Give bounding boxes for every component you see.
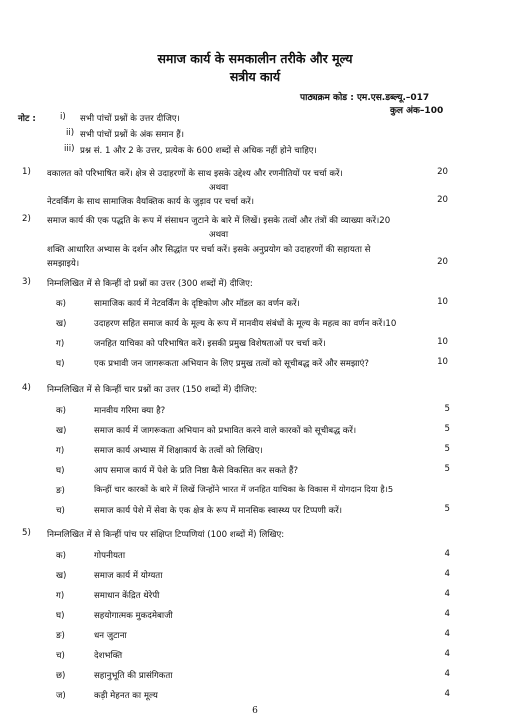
page-subtitle: सत्रीय कार्य: [229, 69, 281, 84]
question-marks: 20: [437, 167, 448, 177]
page-title: समाज कार्य के समकालीन तरीके और मूल्य: [157, 51, 353, 66]
sub-question-marks: 4: [444, 569, 450, 579]
question-intro: निम्नलिखित में से किन्हीं दो प्रश्नों का उत्तर (300 शब्दों में) दीजिए:: [47, 279, 253, 289]
question-number: 2): [22, 214, 31, 224]
note-item-text: सभी पांचों प्रश्नों के उत्तर दीजिए।: [80, 114, 180, 124]
sub-question-marks: 5: [444, 464, 450, 474]
question-text: शक्ति आधारित अभ्यास के दर्शन और सिद्धांत पर चर्चा करें। इसके अनुप्रयोग को उदाहरणों की सहायता से: [47, 245, 371, 255]
sub-question-text: समाज कार्य में जागरूकता अभियान को प्रभावित करने वाले कारकों को सूचीबद्ध करें।: [94, 426, 357, 436]
sub-question-text: एक प्रभावी जन जागरूकता अभियान के लिए प्रमुख तत्वों को सूचीबद्ध करें और समझाएं?: [94, 359, 369, 369]
sub-question-text: सहानुभूति की प्रासंगिकता: [94, 671, 173, 681]
sub-question-number: ग): [56, 339, 65, 349]
sub-question-number: क): [56, 551, 66, 561]
sub-question-marks: 5: [444, 504, 450, 514]
sub-question-text: गोपनीयता: [94, 551, 126, 561]
course-code: पाठ्यक्रम कोड : एम.एस.डब्ल्यू.–017: [300, 93, 430, 103]
sub-question-number: घ): [56, 611, 65, 621]
page-number: 6: [252, 706, 258, 716]
sub-question-number: क): [56, 299, 66, 309]
sub-question-number: ज): [56, 691, 66, 701]
sub-question-number: ङ): [56, 631, 65, 641]
sub-question-marks: 10: [437, 337, 448, 347]
question-number: 1): [22, 167, 31, 177]
sub-question-marks: 4: [444, 609, 450, 619]
sub-question-number: ख): [56, 319, 67, 329]
sub-question-marks: 5: [444, 404, 450, 414]
sub-question-number: ग): [56, 446, 65, 456]
question-text: समझाइये।: [47, 259, 80, 269]
sub-question-marks: 4: [444, 669, 450, 679]
sub-question-text: धन जुटाना: [94, 631, 127, 641]
question-text: वकालत को परिभाषित करें। क्षेत्र से उदाहरणों के साथ इसके उद्देश्य और रणनीतियों पर चर्चा करें।: [47, 169, 343, 179]
sub-question-marks: 4: [444, 689, 450, 699]
sub-question-text: देशभक्ति: [94, 651, 123, 661]
question-text: नेटवर्किंग के साथ सामाजिक वैयक्तिक कार्य के जुड़ाव पर चर्चा करें।: [47, 197, 254, 207]
sub-question-text: सहयोगात्मक मुकदमेबाजी: [94, 611, 173, 621]
note-item-num: i): [60, 112, 66, 122]
sub-question-number: घ): [56, 359, 65, 369]
sub-question-marks: 10: [437, 297, 448, 307]
sub-question-number: ख): [56, 426, 67, 436]
sub-question-text: समाज कार्य पेशे में सेवा के एक क्षेत्र के रूप में मानसिक स्वास्थ्य पर टिप्पणी करें।: [94, 506, 343, 516]
question-number: 5): [22, 528, 31, 538]
sub-question-text: समाज कार्य अभ्यास में शिक्षाकार्य के तत्वों को लिखिए।: [94, 446, 263, 456]
sub-question-text: जनहित याचिका को परिभाषित करें। इसकी प्रमुख विशेषताओं पर चर्चा करें।: [94, 339, 326, 349]
sub-question-text: किन्हीं चार कारकों के बारे में लिखें जिन्होंने भारत में जनहित याचिका के विकास में योगदान दिया है।5: [94, 484, 394, 494]
sub-question-marks: 5: [444, 444, 450, 454]
sub-question-number: च): [56, 506, 65, 516]
sub-question-marks: 4: [444, 629, 450, 639]
sub-question-text: सामाजिक कार्य में नेटवर्किंग के दृष्टिकोण और मॉडल का वर्णन करें।: [94, 299, 300, 309]
note-item-text: प्रश्न सं. 1 और 2 के उत्तर, प्रत्येक के 600 शब्दों से अधिक नहीं होने चाहिए।: [80, 146, 317, 156]
question-marks: 20: [437, 195, 448, 205]
note-item-num: ii): [66, 128, 75, 138]
sub-question-text: मानवीय गरिमा क्या है?: [94, 406, 166, 416]
question-intro: निम्नलिखित में से किन्हीं चार प्रश्नों का उत्तर (150 शब्दों में) दीजिए:: [47, 385, 258, 395]
sub-question-marks: 4: [444, 549, 450, 559]
note-item-num: iii): [64, 144, 75, 154]
sub-question-number: घ): [56, 466, 65, 476]
sub-question-text: समाज कार्य में योग्यता: [94, 571, 163, 581]
sub-question-marks: 5: [444, 424, 450, 434]
sub-question-text: आप समाज कार्य में पेशे के प्रति निष्ठा कैसे विकसित कर सकते हैं?: [94, 466, 299, 476]
question-intro: निम्नलिखित में से किन्हीं पांच पर संक्षिप्त टिप्पणियां (100 शब्दों में) लिखिए:: [47, 530, 285, 540]
question-number: 4): [22, 383, 31, 393]
sub-question-text: समाधान केंद्रित थेरेपी: [94, 591, 160, 601]
question-text: समाज कार्य की एक पद्धति के रूप में संसाधन जुटाने के बारे में लिखें। इसके तत्वों और तंत्रों की व्याख्या करें।20: [47, 216, 391, 226]
question-number: 3): [22, 277, 31, 287]
sub-question-marks: 10: [437, 357, 448, 367]
sub-question-number: क): [56, 406, 66, 416]
total-marks: कुल अंक–100: [390, 106, 444, 116]
note-item-text: सभी पांचों प्रश्नों के अंक समान हैं।: [80, 130, 184, 140]
sub-question-number: ङ): [56, 486, 65, 496]
sub-question-marks: 4: [444, 649, 450, 659]
sub-question-text: कड़ी मेहनत का मूल्य: [94, 691, 158, 701]
sub-question-number: ग): [56, 591, 65, 601]
or-separator: अथवा: [209, 183, 229, 193]
or-separator: अथवा: [209, 230, 229, 240]
sub-question-marks: 4: [444, 589, 450, 599]
sub-question-text: उदाहरण सहित समाज कार्य के मूल्य के रूप में मानवीय संबंधों के मूल्य के महत्व का वर्णन करें।10: [94, 319, 397, 329]
sub-question-number: च): [56, 651, 65, 661]
sub-question-number: छ): [56, 671, 66, 681]
sub-question-number: ख): [56, 571, 67, 581]
note-label: नोट :: [18, 114, 36, 124]
question-marks: 20: [437, 257, 448, 267]
